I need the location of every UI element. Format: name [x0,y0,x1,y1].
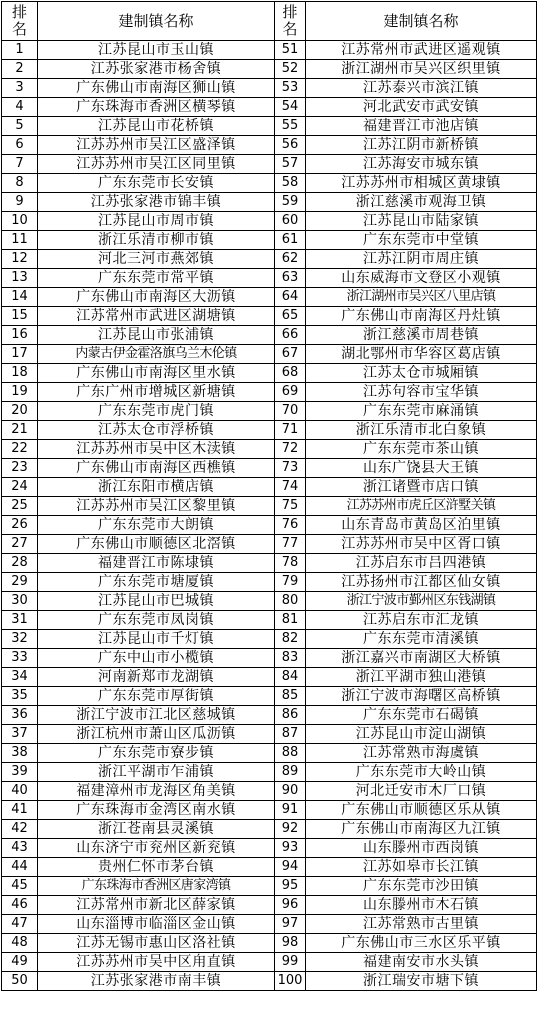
rank-left: 18 [2,364,38,383]
table-row [2,497,537,516]
rank-header-right: 排 名 [275,2,306,41]
rank-left: 21 [2,421,38,440]
town-name-left: 江苏苏州市吴江区黎里镇 [38,497,275,516]
table-row [2,402,537,421]
rank-right: 93 [275,839,306,858]
town-name-left: 浙江杭州市萧山区瓜沥镇 [38,725,275,744]
town-name-left: 广东东莞市寮步镇 [38,744,275,763]
town-name-left: 广东佛山市南海区西樵镇 [38,459,275,478]
town-name-left: 浙江平湖市乍浦镇 [38,763,275,782]
town-name-left: 内蒙古伊金霍洛旗乌兰木伦镇 [38,345,275,364]
town-name-right: 山东滕州市西岗镇 [306,839,537,858]
town-name-right: 江苏苏州市虎丘区浒墅关镇 [306,497,537,516]
town-name-right: 浙江慈溪市周巷镇 [306,326,537,345]
town-name-left: 广东东莞市凤岗镇 [38,611,275,630]
table-row [2,174,537,193]
rank-left: 23 [2,459,38,478]
table-row [2,801,537,820]
town-name-left: 江苏常州市武进区湖塘镇 [38,307,275,326]
rank-right: 79 [275,573,306,592]
rank-left: 43 [2,839,38,858]
town-name-left: 江苏昆山市张浦镇 [38,326,275,345]
rank-left: 24 [2,478,38,497]
rank-right: 92 [275,820,306,839]
table-row [2,725,537,744]
town-name-right: 江苏海安市城东镇 [306,155,537,174]
table-row [2,573,537,592]
table-row [2,535,537,554]
rank-left: 45 [2,877,38,896]
rank-left: 46 [2,896,38,915]
town-name-right: 浙江宁波市鄞州区东钱湖镇 [306,592,537,611]
rank-right: 53 [275,79,306,98]
rank-left: 2 [2,60,38,79]
rank-right: 94 [275,858,306,877]
table-row [2,60,537,79]
rank-right: 86 [275,706,306,725]
town-name-right: 江苏常熟市古里镇 [306,915,537,934]
town-name-left: 广东中山市小榄镇 [38,649,275,668]
rank-right: 99 [275,953,306,972]
town-name-left: 浙江乐清市柳市镇 [38,231,275,250]
rank-left: 40 [2,782,38,801]
rank-left: 37 [2,725,38,744]
rank-right: 69 [275,383,306,402]
town-name-right: 广东东莞市中堂镇 [306,231,537,250]
rank-right: 89 [275,763,306,782]
table-row [2,421,537,440]
rank-left: 20 [2,402,38,421]
rank-right: 68 [275,364,306,383]
rank-left: 30 [2,592,38,611]
table-row [2,953,537,972]
rank-left: 44 [2,858,38,877]
table-row [2,307,537,326]
name-header-right: 建制镇名称 [306,2,537,41]
rank-left: 13 [2,269,38,288]
town-name-right: 江苏苏州市相城区黄埭镇 [306,174,537,193]
town-name-left: 江苏无锡市惠山区洛社镇 [38,934,275,953]
rank-left: 5 [2,117,38,136]
rank-right: 64 [275,288,306,307]
rank-left: 3 [2,79,38,98]
rank-left: 28 [2,554,38,573]
rank-left: 14 [2,288,38,307]
town-name-left: 江苏苏州市吴江区同里镇 [38,155,275,174]
rank-left: 31 [2,611,38,630]
town-name-right: 江苏句容市宝华镇 [306,383,537,402]
town-name-right: 福建南安市水头镇 [306,953,537,972]
rank-left: 41 [2,801,38,820]
town-name-left: 江苏张家港市南丰镇 [38,972,275,991]
town-name-left: 福建漳州市龙海区角美镇 [38,782,275,801]
name-header-left: 建制镇名称 [38,2,275,41]
rank-right: 80 [275,592,306,611]
town-name-right: 江苏苏州市吴中区胥口镇 [306,535,537,554]
town-name-right: 江苏常州市武进区遥观镇 [306,41,537,60]
table-row [2,554,537,573]
table-row [2,877,537,896]
table-row [2,782,537,801]
town-name-left: 江苏张家港市锦丰镇 [38,193,275,212]
rank-right: 90 [275,782,306,801]
rank-left: 35 [2,687,38,706]
town-name-right: 江苏扬州市江都区仙女镇 [306,573,537,592]
town-name-left: 浙江东阳市横店镇 [38,478,275,497]
town-name-right: 浙江慈溪市观海卫镇 [306,193,537,212]
rank-right: 85 [275,687,306,706]
table-row [2,41,537,60]
table-row [2,478,537,497]
town-name-left: 广东佛山市顺德区北滘镇 [38,535,275,554]
town-name-right: 江苏启东市汇龙镇 [306,611,537,630]
town-name-right: 广东东莞市茶山镇 [306,440,537,459]
town-name-right: 广东佛山市南海区丹灶镇 [306,307,537,326]
rank-left: 50 [2,972,38,991]
rank-left: 19 [2,383,38,402]
rank-right: 60 [275,212,306,231]
header-row [2,2,537,41]
town-name-left: 江苏张家港市杨舍镇 [38,60,275,79]
rank-right: 59 [275,193,306,212]
town-name-left: 广东东莞市长安镇 [38,174,275,193]
rank-right: 83 [275,649,306,668]
table-row [2,706,537,725]
town-name-left: 广东珠海市金湾区南水镇 [38,801,275,820]
table-row [2,193,537,212]
town-name-right: 江苏昆山市陆家镇 [306,212,537,231]
table-row [2,839,537,858]
town-name-left: 广东佛山市南海区里水镇 [38,364,275,383]
town-name-left: 江苏昆山市周市镇 [38,212,275,231]
town-name-right: 福建晋江市池店镇 [306,117,537,136]
table-row [2,288,537,307]
town-name-left: 浙江宁波市江北区慈城镇 [38,706,275,725]
rank-left: 12 [2,250,38,269]
town-name-left: 浙江苍南县灵溪镇 [38,820,275,839]
table-row [2,611,537,630]
town-name-right: 广东东莞市沙田镇 [306,877,537,896]
town-name-right: 浙江湖州市吴兴区织里镇 [306,60,537,79]
rank-left: 11 [2,231,38,250]
town-name-left: 贵州仁怀市茅台镇 [38,858,275,877]
table-row [2,79,537,98]
town-name-left: 福建晋江市陈埭镇 [38,554,275,573]
table-row [2,459,537,478]
rank-left: 15 [2,307,38,326]
rank-right: 55 [275,117,306,136]
rank-left: 34 [2,668,38,687]
rank-right: 56 [275,136,306,155]
table-row [2,250,537,269]
table-row [2,858,537,877]
table-row [2,440,537,459]
rank-right: 57 [275,155,306,174]
table-row [2,592,537,611]
town-name-left: 山东济宁市兖州区新兖镇 [38,839,275,858]
rank-right: 63 [275,269,306,288]
town-name-right: 浙江乐清市北白象镇 [306,421,537,440]
rank-left: 39 [2,763,38,782]
town-name-right: 山东青岛市黄岛区泊里镇 [306,516,537,535]
rank-right: 76 [275,516,306,535]
rank-left: 42 [2,820,38,839]
rank-left: 22 [2,440,38,459]
town-name-right: 浙江平湖市独山港镇 [306,668,537,687]
table-row [2,117,537,136]
town-name-right: 山东广饶县大王镇 [306,459,537,478]
rank-right: 87 [275,725,306,744]
town-name-right: 山东滕州市木石镇 [306,896,537,915]
rank-right: 71 [275,421,306,440]
rank-right: 62 [275,250,306,269]
table-row [2,934,537,953]
rank-right: 67 [275,345,306,364]
rank-left: 16 [2,326,38,345]
table-row [2,364,537,383]
rank-left: 10 [2,212,38,231]
town-name-right: 江苏启东市吕四港镇 [306,554,537,573]
rank-left: 49 [2,953,38,972]
table-row [2,820,537,839]
town-name-left: 江苏常州市新北区薛家镇 [38,896,275,915]
rank-left: 33 [2,649,38,668]
rank-left: 7 [2,155,38,174]
town-name-left: 江苏苏州市吴中区木渎镇 [38,440,275,459]
table-row [2,687,537,706]
town-name-left: 江苏昆山市千灯镇 [38,630,275,649]
table-row [2,383,537,402]
rank-right: 100 [275,972,306,991]
town-name-right: 河北迁安市木厂口镇 [306,782,537,801]
town-name-left: 广东广州市增城区新塘镇 [38,383,275,402]
town-name-right: 湖北鄂州市华容区葛店镇 [306,345,537,364]
town-name-left: 广东珠海市香洲区唐家湾镇 [38,877,275,896]
table-row [2,630,537,649]
town-name-left: 广东东莞市大朗镇 [38,516,275,535]
table-body [2,2,537,991]
town-name-right: 浙江瑞安市塘下镇 [306,972,537,991]
rank-left: 32 [2,630,38,649]
table-row [2,744,537,763]
rank-right: 70 [275,402,306,421]
town-name-right: 江苏太仓市城厢镇 [306,364,537,383]
town-name-right: 广东佛山市顺德区乐从镇 [306,801,537,820]
table-row [2,136,537,155]
rank-right: 51 [275,41,306,60]
town-name-left: 江苏昆山市巴城镇 [38,592,275,611]
town-name-right: 河北武安市武安镇 [306,98,537,117]
rank-left: 27 [2,535,38,554]
table-row [2,98,537,117]
rank-right: 78 [275,554,306,573]
rank-right: 52 [275,60,306,79]
rank-left: 25 [2,497,38,516]
table-row [2,972,537,991]
rank-right: 73 [275,459,306,478]
town-name-right: 江苏江阴市周庄镇 [306,250,537,269]
rank-left: 6 [2,136,38,155]
rank-left: 29 [2,573,38,592]
town-name-right: 江苏泰兴市滨江镇 [306,79,537,98]
town-name-left: 广东东莞市虎门镇 [38,402,275,421]
town-name-right: 江苏常熟市海虞镇 [306,744,537,763]
rank-left: 17 [2,345,38,364]
rank-right: 98 [275,934,306,953]
rank-left: 47 [2,915,38,934]
town-name-right: 浙江嘉兴市南湖区大桥镇 [306,649,537,668]
rank-right: 81 [275,611,306,630]
town-name-right: 广东佛山市三水区乐平镇 [306,934,537,953]
town-name-right: 浙江诸暨市店口镇 [306,478,537,497]
table-row [2,326,537,345]
town-name-left: 江苏太仓市浮桥镇 [38,421,275,440]
town-name-left: 广东东莞市厚街镇 [38,687,275,706]
rank-left: 48 [2,934,38,953]
table-row [2,896,537,915]
rank-left: 8 [2,174,38,193]
town-name-right: 广东东莞市大岭山镇 [306,763,537,782]
table-row [2,155,537,174]
rank-right: 97 [275,915,306,934]
rank-left: 36 [2,706,38,725]
town-name-left: 广东东莞市常平镇 [38,269,275,288]
town-name-right: 山东威海市文登区小观镇 [306,269,537,288]
table-row [2,231,537,250]
rank-header-left: 排 名 [2,2,38,41]
town-name-right: 江苏江阴市新桥镇 [306,136,537,155]
table-row [2,915,537,934]
town-name-right: 广东东莞市清溪镇 [306,630,537,649]
table-row [2,345,537,364]
rank-right: 96 [275,896,306,915]
town-name-left: 山东淄博市临淄区金山镇 [38,915,275,934]
town-name-left: 广东佛山市南海区大沥镇 [38,288,275,307]
town-name-left: 江苏昆山市花桥镇 [38,117,275,136]
town-name-right: 浙江宁波市海曙区高桥镇 [306,687,537,706]
rank-right: 54 [275,98,306,117]
rank-right: 58 [275,174,306,193]
rank-right: 61 [275,231,306,250]
town-name-right: 江苏昆山市淀山湖镇 [306,725,537,744]
town-name-right: 广东东莞市麻涌镇 [306,402,537,421]
town-name-left: 江苏苏州市吴江区盛泽镇 [38,136,275,155]
table-row [2,668,537,687]
rank-right: 77 [275,535,306,554]
rank-right: 84 [275,668,306,687]
rank-right: 66 [275,326,306,345]
rank-right: 91 [275,801,306,820]
rank-left: 1 [2,41,38,60]
town-name-left: 广东珠海市香洲区横琴镇 [38,98,275,117]
rank-right: 95 [275,877,306,896]
rank-left: 4 [2,98,38,117]
rank-right: 75 [275,497,306,516]
town-name-left: 江苏昆山市玉山镇 [38,41,275,60]
town-name-left: 河北三河市燕郊镇 [38,250,275,269]
town-name-right: 浙江湖州市吴兴区八里店镇 [306,288,537,307]
rank-left: 9 [2,193,38,212]
rank-right: 65 [275,307,306,326]
rank-right: 82 [275,630,306,649]
table-row [2,763,537,782]
rank-left: 26 [2,516,38,535]
rank-left: 38 [2,744,38,763]
table-row [2,212,537,231]
table-row [2,649,537,668]
town-name-left: 广东佛山市南海区狮山镇 [38,79,275,98]
table-row [2,269,537,288]
rank-right: 72 [275,440,306,459]
town-name-left: 广东东莞市塘厦镇 [38,573,275,592]
town-name-right: 广东东莞市石碣镇 [306,706,537,725]
rank-right: 88 [275,744,306,763]
rank-right: 74 [275,478,306,497]
town-name-right: 江苏如皋市长江镇 [306,858,537,877]
table-row [2,516,537,535]
town-name-left: 河南新郑市龙湖镇 [38,668,275,687]
town-ranking-table [1,1,537,991]
town-name-right: 广东佛山市南海区九江镇 [306,820,537,839]
town-name-left: 江苏苏州市吴中区甪直镇 [38,953,275,972]
